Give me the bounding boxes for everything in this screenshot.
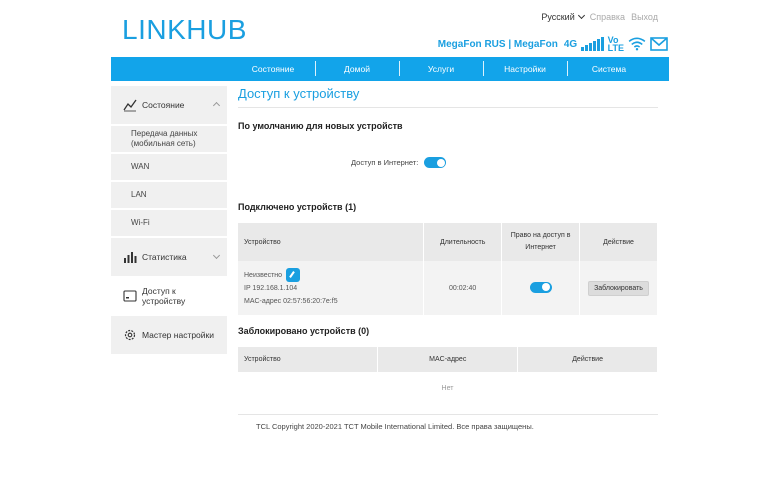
wifi-label: Wi-Fi — [131, 218, 150, 227]
copyright-text: TCL Copyright 2020-2021 TCT Mobile International Limited. Все права защищены. — [256, 422, 534, 431]
blocked-title: Заблокировано устройств (0) — [238, 326, 370, 336]
main-content — [238, 86, 658, 404]
sidebar-status-label: Состояние — [142, 100, 185, 110]
sidebar-item-status[interactable] — [111, 86, 227, 124]
blocked-col-device: Устройство — [238, 347, 378, 372]
col-access-line2: Интернет — [525, 244, 556, 251]
network-type: 4G — [563, 38, 578, 50]
device-access-line2: устройству — [142, 296, 186, 306]
duration-cell: 00:02:40 — [424, 261, 502, 315]
sidebar — [111, 86, 227, 356]
block-button[interactable]: Заблокировать — [588, 281, 649, 296]
help-link[interactable]: Справка — [589, 12, 626, 22]
logo-link-text: LINK — [122, 14, 187, 45]
action-cell — [580, 261, 658, 315]
device-ip: IP 192.168.1.104 — [244, 285, 298, 292]
linkhub-logo — [122, 14, 247, 46]
sidebar-item-wifi[interactable] — [111, 210, 227, 236]
lan-label: LAN — [131, 190, 147, 199]
connected-title: Подключено устройств (1) — [238, 202, 357, 212]
sidebar-item-lan[interactable] — [111, 182, 227, 208]
device-name-row — [244, 268, 423, 282]
device-access-line1: Доступ к — [142, 286, 176, 296]
line-chart-icon — [123, 98, 137, 112]
nav-system[interactable]: Система — [567, 64, 651, 74]
sidebar-setup-label: Мастер настройки — [142, 330, 215, 340]
device-cell — [238, 261, 424, 315]
data-transfer-line1: Передача данных — [131, 129, 198, 138]
nav-settings[interactable]: Настройки — [483, 64, 567, 74]
blocked-col-mac: MAC-адрес — [378, 347, 518, 372]
col-duration: Длительность — [424, 223, 502, 261]
nav-home[interactable]: Домой — [315, 64, 399, 74]
wifi-icon — [628, 37, 646, 51]
device-name: Неизвестно — [244, 271, 283, 279]
sidebar-statistics-label: Статистика — [142, 252, 187, 262]
access-cell — [502, 261, 580, 315]
edit-icon[interactable] — [286, 268, 300, 282]
col-action: Действие — [580, 223, 658, 261]
blocked-header-row — [238, 347, 658, 372]
connected-header-row — [238, 223, 658, 261]
device-internet-toggle[interactable] — [530, 282, 552, 293]
sidebar-item-data-transfer[interactable] — [111, 126, 227, 152]
status-bar — [438, 36, 668, 52]
internet-access-label: Доступ в Интернет: — [351, 158, 419, 167]
bar-chart-icon — [123, 250, 137, 264]
device-mac: MAC-адрес 02:57:56:20:7e:f5 — [244, 298, 338, 305]
sidebar-item-device-access[interactable] — [111, 278, 227, 314]
logout-link[interactable]: Выход — [631, 12, 658, 22]
table-row — [238, 372, 658, 404]
gear-icon — [123, 328, 137, 342]
sidebar-item-wan[interactable] — [111, 154, 227, 180]
signal-icon — [581, 37, 604, 51]
device-icon — [123, 289, 137, 303]
nav-status[interactable]: Состояние — [251, 64, 295, 74]
language-select[interactable] — [541, 12, 583, 22]
language-label: Русский — [541, 12, 575, 22]
main-nav — [111, 57, 669, 81]
chevron-down-icon — [213, 252, 220, 259]
blocked-table — [238, 347, 658, 404]
default-internet-row — [238, 157, 658, 168]
col-device: Устройство — [238, 223, 424, 261]
default-internet-toggle[interactable] — [424, 157, 446, 168]
col-access-line1: Право на доступ в — [510, 232, 571, 239]
mail-icon[interactable] — [650, 37, 668, 51]
sidebar-item-statistics[interactable] — [111, 238, 227, 276]
data-transfer-line2: (мобильная сеть) — [131, 139, 196, 148]
volte-icon — [608, 36, 624, 52]
logo-hub-text: HUB — [186, 14, 247, 45]
wan-label: WAN — [131, 162, 150, 171]
blocked-empty: Нет — [238, 372, 658, 404]
volte-top: Vo — [607, 35, 619, 45]
top-links — [541, 12, 658, 22]
table-row — [238, 261, 658, 315]
page-title: Доступ к устройству — [238, 86, 658, 108]
blocked-col-action: Действие — [518, 347, 658, 372]
operator-name: MegaFon RUS | MegaFon — [437, 38, 558, 50]
col-access — [502, 223, 580, 261]
connected-table — [238, 223, 658, 315]
default-section-title: По умолчанию для новых устройств — [238, 121, 403, 131]
nav-services[interactable]: Услуги — [399, 64, 483, 74]
sidebar-item-setup-wizard[interactable] — [111, 316, 227, 354]
chevron-down-icon — [578, 12, 585, 19]
volte-bottom: LTE — [607, 43, 624, 53]
chevron-up-icon — [213, 102, 220, 109]
footer — [238, 414, 658, 431]
